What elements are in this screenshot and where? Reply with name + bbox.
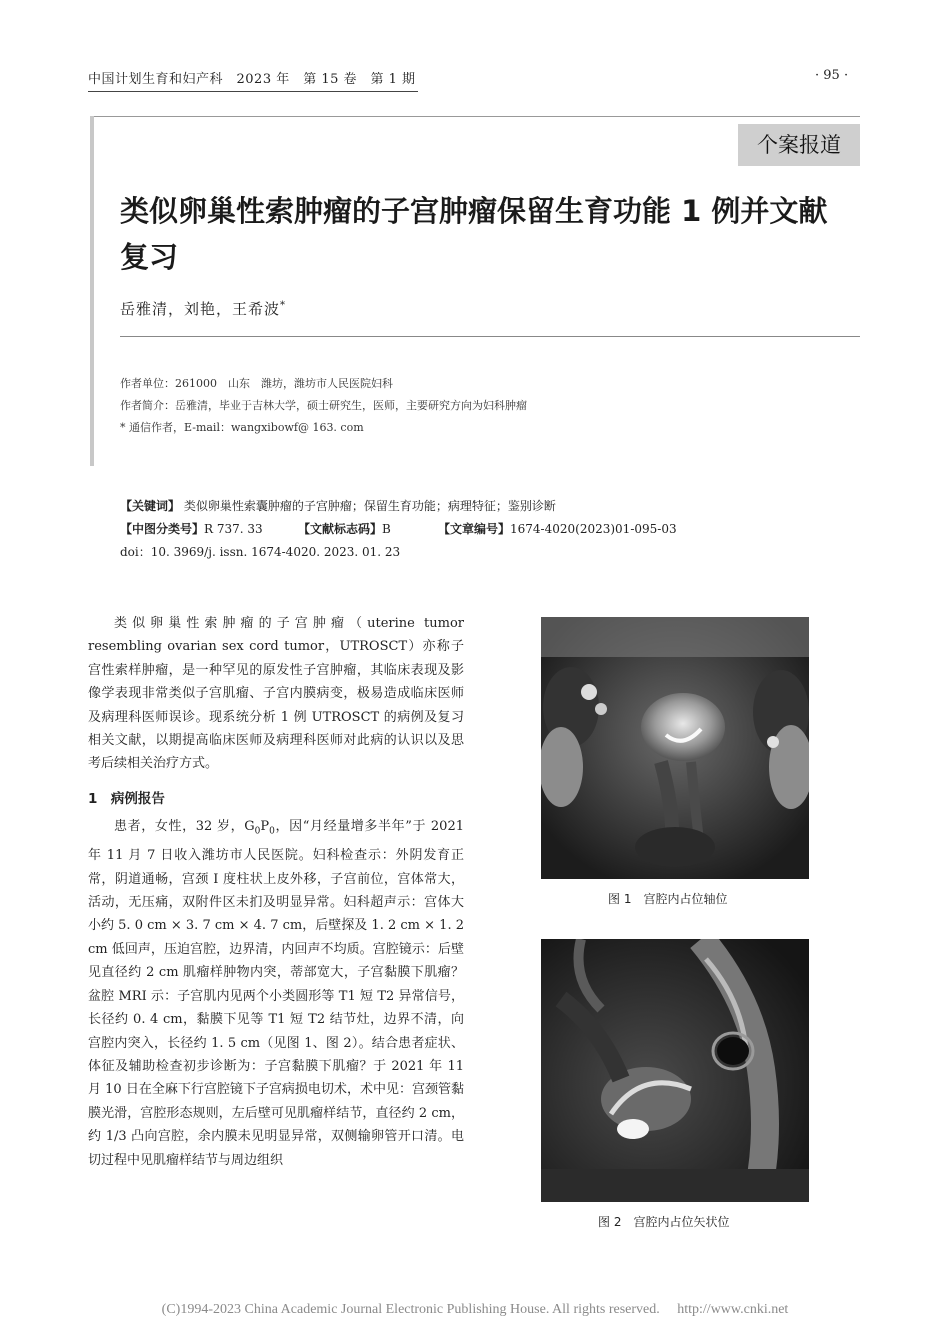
intro-paragraph: 类似卵巢性索肿瘤的子宫肿瘤（uterine tumor resembling ovarian sex cord tumor，UTROSCT）亦称子宫性索样肿瘤，是一种罕见的原发性子宫肿瘤，其临床表现及影像学表现非常类似子宫肌瘤、子宫内膜病变，极易造成临床医师及病理科医师误诊。现系统分析 1 例 UTROSCT 的病例及复习相关文献，以期提高临床医师及病理科医师对此病的认识以及思考后续相关治疗方式。 <box>88 616 464 772</box>
correspondence-note: * 通信作者，E-mail：wangxibowf@ 163. com <box>120 421 364 434</box>
divider <box>120 336 860 337</box>
author-bio: 作者简介：岳雅清，毕业于吉林大学，硕士研究生，医师，主要研究方向为妇科肿瘤 <box>120 399 527 412</box>
clc-code <box>120 520 263 537</box>
clc-value: R 737. 33 <box>204 522 263 536</box>
doi: doi：10. 3969/j. issn. 1674-4020. 2023. 01. 23 <box>120 545 401 559</box>
figure-1-caption: 图 1 宫腔内占位轴位 <box>608 892 728 906</box>
document-code <box>298 520 391 537</box>
article-number <box>438 520 677 537</box>
doc-code-value: B <box>382 522 391 536</box>
keywords-text: 类似卵巢性索囊肿瘤的子宫肿瘤；保留生育功能；病理特征；鉴别诊断 <box>183 499 556 513</box>
case-text-start: 患者，女性，32 岁， <box>114 819 245 835</box>
author-list <box>120 298 286 319</box>
clc-label: 【中图分类号】 <box>120 522 205 536</box>
gravida-count: 0 <box>254 826 261 837</box>
case-text: ，因“月经量增多半年”于 2021 年 11 月 7 日收入潍坊市人民医院。妇科检查示：外阴发育正常，阴道通畅，宫颈 I 度柱状上皮外移，子宫前位，宫体常大，活动，无压痛，双附件区未扪及明显异常。妇科超声示：宫体大小约 5. 0 cm × 3. 7 cm × 4. 7 cm，后壁探及 1. 2 cm × 1. 2 cm 低回声，压迫宫腔，边界清，内回声不均质。宫腔镜示：后壁见直径约 2 cm 肌瘤样肿物内突，蒂部宽大，子宫黏膜下肌瘤？盆腔 MRI 示：子宫肌内见两个小类圆形等 T1 短 T2 异常信号，长径约 0. 4 cm，黏膜下见等 T1 短 T2 结节灶，边界不清，向宫腔内突入，长径约 1. 5 cm（见图 1、图 2）。结合患者症状、体征及辅助检查初步诊断为：子宫黏膜下肌瘤？于 2021 年 11 月 10 日在全麻下行宫腔镜下子宫病损电切术，术中见：宫颈管黏膜光滑，宫腔形态规则，左后壁可见肌瘤样结节，直径约 2 cm，约 1/3 凸向宫腔，余内膜未见明显异常，双侧输卵管开口清。电切过程中见肌瘤样结节与周边组织 <box>88 819 464 1168</box>
figure-1-mri-axial <box>541 617 809 879</box>
para: P <box>260 819 270 835</box>
left-accent-bar <box>90 116 94 466</box>
keywords <box>120 497 556 514</box>
page-number: · 95 · <box>815 68 849 83</box>
corresponding-mark: * <box>280 300 287 311</box>
classification-line <box>120 520 720 538</box>
para-count: 0 <box>269 826 275 837</box>
figure-2-mri-sagittal <box>541 939 809 1202</box>
author-affiliation: 作者单位：261000 山东 潍坊，潍坊市人民医院妇科 <box>120 377 393 390</box>
doc-code-label: 【文献标志码】 <box>298 522 383 536</box>
keywords-label: 【关键词】 <box>120 499 181 513</box>
gravida: G <box>244 819 255 835</box>
author-names: 岳雅清，刘艳，王希波 <box>120 300 281 318</box>
section-heading: 1 病例报告 <box>88 790 165 807</box>
article-no-value: 1674-4020(2023)01-095-03 <box>510 522 677 536</box>
body-text-column <box>88 612 464 1172</box>
section-tag: 个案报道 <box>738 124 860 166</box>
top-rule <box>94 116 860 117</box>
copyright-notice: (C)1994-2023 China Academic Journal Electronic Publishing House. All rights reserved. http://www.cnki.net <box>161 1302 789 1317</box>
figure-2-caption: 图 2 宫腔内占位矢状位 <box>598 1215 730 1229</box>
case-paragraph <box>88 815 464 1172</box>
article-title: 类似卵巢性索肿瘤的子宫肿瘤保留生育功能 1 例并文献复习 <box>120 194 828 274</box>
running-head: 中国计划生育和妇产科 2023 年 第 15 卷 第 1 期 <box>88 68 418 92</box>
article-no-label: 【文章编号】 <box>438 522 511 536</box>
